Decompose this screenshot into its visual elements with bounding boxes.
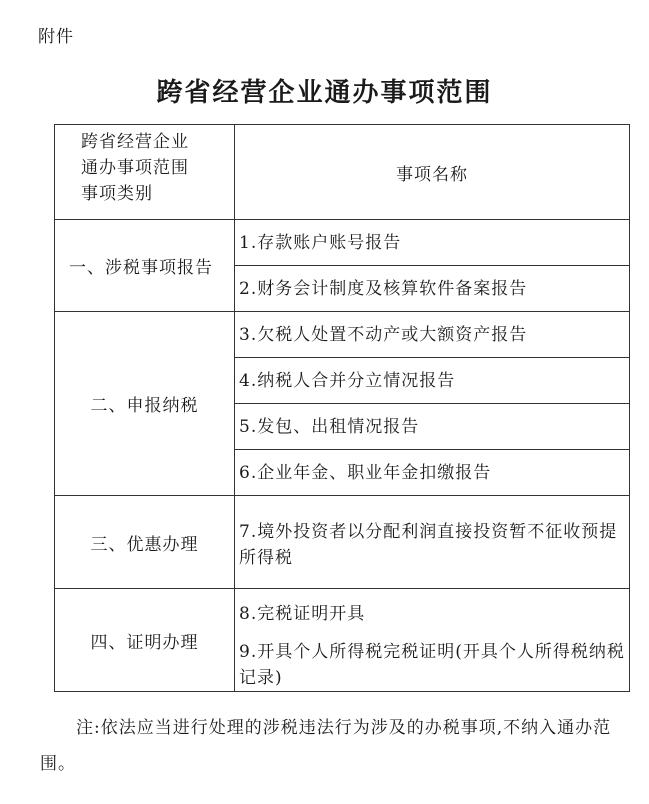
header-left-line: 通办事项范围 [81, 158, 189, 178]
table-row [55, 496, 630, 589]
category-cell: 三、优惠办理 [55, 496, 235, 589]
table-row [55, 589, 630, 630]
attachment-label: 附件 [38, 27, 74, 47]
item-cell: 5.发包、出租情况报告 [235, 404, 630, 450]
item-cell: 2.财务会计制度及核算软件备案报告 [235, 266, 630, 312]
header-left-line: 事项类别 [81, 184, 153, 204]
item-cell: 6.企业年金、职业年金扣缴报告 [235, 450, 630, 496]
item-cell: 8.完税证明开具 [235, 589, 630, 630]
page-title: 跨省经营企业通办事项范围 [156, 78, 493, 108]
category-cell: 二、申报纳税 [55, 312, 235, 496]
item-cell: 1.存款账户账号报告 [235, 220, 630, 266]
category-cell: 四、证明办理 [55, 589, 235, 692]
category-cell: 一、涉税事项报告 [55, 220, 235, 312]
item-cell: 7.境外投资者以分配利润直接投资暂不征收预提所得税 [235, 496, 630, 589]
scope-table [54, 124, 630, 692]
header-left-line: 跨省经营企业 [81, 132, 189, 152]
item-cell: 3.欠税人处置不动产或大额资产报告 [235, 312, 630, 358]
item-cell: 4.纳税人合并分立情况报告 [235, 358, 630, 404]
footnote: 注:依法应当进行处理的涉税违法行为涉及的办税事项,不纳入通办范围。 [40, 718, 612, 774]
item-cell: 9.开具个人所得税完税证明(开具个人所得税纳税记录) [235, 629, 630, 692]
table-row [55, 220, 630, 266]
table-header-row [55, 125, 630, 220]
header-item-name-cell: 事项名称 [235, 125, 630, 220]
table-row [55, 312, 630, 358]
header-category-cell [55, 125, 235, 220]
